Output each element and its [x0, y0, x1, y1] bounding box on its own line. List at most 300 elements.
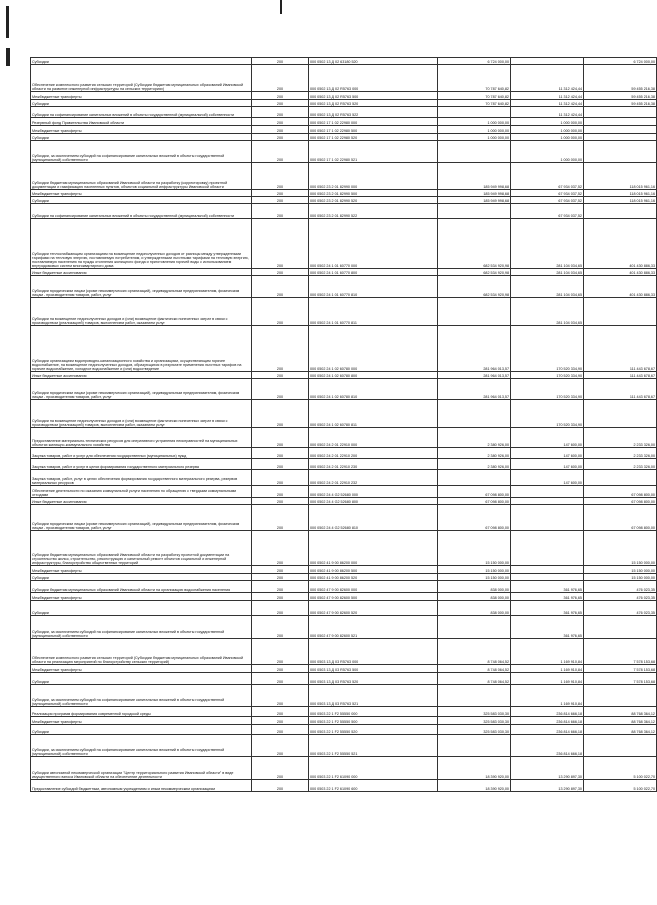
row-name: Закупка товаров, работ, услуг в целях обеспечения формирования государственного материального резерва, резервов материальных ресурсов [31, 470, 252, 486]
table-row [31, 190, 657, 197]
row-budget-code: 000 0503 13 Д 03 R5763 520 [309, 673, 438, 685]
row-name: Межбюджетные трансферты [31, 593, 252, 601]
row-budget-code: 000 0502 47 9 00 82600 521 [309, 616, 438, 639]
row-name: Межбюджетные трансферты [31, 92, 252, 100]
row-line-code: 200 [252, 735, 309, 757]
row-line-code: 200 [252, 486, 309, 498]
row-budget-code: 000 0502 23 2 01 82990 522 [309, 204, 438, 219]
row-budget-code: 000 0503 13 Д 03 R5763 000 [309, 639, 438, 665]
table-row [31, 717, 657, 725]
table-row [31, 65, 657, 92]
row-name: Субсидии на возмещение недополученных доходов и (или) возмещение фактически понесенных затрат в связи с производством (реализацией) товаров, выполнением работ, оказанием услуг [31, 400, 252, 428]
table-row [31, 498, 657, 505]
row-approved-amount [438, 141, 511, 163]
row-unexecuted-amount [584, 616, 657, 639]
row-name: Межбюджетные трансферты [31, 126, 252, 134]
row-budget-code: 000 0502 41 9 00 86200 520 [309, 574, 438, 581]
table-row [31, 126, 657, 134]
row-line-code: 200 [252, 326, 309, 372]
row-unexecuted-amount [584, 118, 657, 126]
row-approved-amount: 838 000,00 [438, 593, 511, 601]
table-row [31, 326, 657, 372]
row-line-code: 200 [252, 498, 309, 505]
row-name: Субсидии [31, 58, 252, 65]
table-row [31, 673, 657, 685]
row-unexecuted-amount [584, 470, 657, 486]
budget-table [30, 57, 657, 792]
row-executed-amount [511, 505, 584, 531]
row-executed-amount: 170 520 334,90 [511, 372, 584, 379]
row-line-code: 200 [252, 581, 309, 593]
row-name: Межбюджетные трансферты [31, 566, 252, 574]
row-executed-amount [511, 486, 584, 498]
row-unexecuted-amount: 118 015 961,16 [584, 163, 657, 190]
row-name: Субсидии теплоснабжающим организациям на возмещение недополученных доходов от разницы между утвержденными тарифами на тепловую энергию, поставляемую потребителям, и утвержденными льготными тарифами на тепловую энергию, поставляемую населению на нужды отопления жилищного фонда и приготовления горячей воды с использованием внутридомовых систем многоквартирного дома [31, 219, 252, 269]
row-name: Субсидии [31, 100, 252, 107]
row-unexecuted-amount: 476 023,35 [584, 601, 657, 616]
row-name: Предоставление субсидий бюджетным, автономным учреждениям и иным некоммерческим организациям [31, 780, 252, 792]
margin-stamp-mark-bottom [6, 48, 10, 66]
row-line-code: 200 [252, 601, 309, 616]
row-budget-code: 000 0502 17 1 02 22980 521 [309, 141, 438, 163]
row-name: Межбюджетные трансферты [31, 717, 252, 725]
row-budget-code: 000 0502 24 1 01 60770 800 [309, 269, 438, 276]
row-line-code: 200 [252, 616, 309, 639]
row-approved-amount: 1 000 000,00 [438, 134, 511, 141]
row-budget-code: 000 0502 24 4 G2 52680 800 [309, 498, 438, 505]
row-name: Субсидии [31, 673, 252, 685]
row-budget-code: 000 0502 17 1 02 22980 500 [309, 126, 438, 134]
row-unexecuted-amount: 476 023,35 [584, 593, 657, 601]
row-approved-amount: 325 583 030,30 [438, 725, 511, 735]
row-unexecuted-amount: 401 430 886,33 [584, 219, 657, 269]
row-approved-amount: 6 724 000,00 [438, 58, 511, 65]
row-line-code: 200 [252, 531, 309, 566]
row-approved-amount: 682 534 920,98 [438, 269, 511, 276]
row-budget-code: 000 0502 23 2 01 82990 000 [309, 163, 438, 190]
row-executed-amount: 1 169 910,84 [511, 685, 584, 707]
row-budget-code: 000 0503 13 Д 03 R5763 500 [309, 665, 438, 673]
row-unexecuted-amount [584, 685, 657, 707]
table-row [31, 685, 657, 707]
row-approved-amount: 281 964 013,57 [438, 326, 511, 372]
row-executed-amount: 170 520 334,90 [511, 400, 584, 428]
row-executed-amount: 11 312 424,44 [511, 100, 584, 107]
table-row [31, 725, 657, 735]
row-executed-amount: 147 600,00 [511, 448, 584, 459]
row-executed-amount: 1 000 000,00 [511, 126, 584, 134]
row-name: Обеспечение комплексного развития сельских территорий (Субсидии бюджетам муниципальных образований Ивановской области на реализацию мероприятий по благоустройству сельских территорий) [31, 639, 252, 665]
row-executed-amount: 361 976,65 [511, 593, 584, 601]
row-name: Субсидии [31, 134, 252, 141]
row-unexecuted-amount: 401 430 886,33 [584, 276, 657, 298]
table-row [31, 197, 657, 204]
row-executed-amount [511, 58, 584, 65]
row-approved-amount: 67 098 800,00 [438, 505, 511, 531]
row-executed-amount: 13 290 897,30 [511, 780, 584, 792]
row-line-code: 200 [252, 58, 309, 65]
row-line-code: 200 [252, 566, 309, 574]
row-executed-amount: 281 104 034,65 [511, 219, 584, 269]
row-unexecuted-amount: 2 233 326,00 [584, 459, 657, 470]
table-row [31, 780, 657, 792]
row-unexecuted-amount: 401 430 886,33 [584, 269, 657, 276]
row-budget-code: 000 0502 13 Д 02 R5763 500 [309, 92, 438, 100]
table-row [31, 486, 657, 498]
row-budget-code: 000 0502 24 2 01 22910 230 [309, 459, 438, 470]
row-executed-amount: 67 934 037,52 [511, 204, 584, 219]
row-line-code: 200 [252, 163, 309, 190]
row-line-code: 200 [252, 505, 309, 531]
row-unexecuted-amount: 7 578 153,68 [584, 639, 657, 665]
row-line-code: 200 [252, 725, 309, 735]
row-budget-code: 000 0502 24 1 01 60770 811 [309, 298, 438, 326]
row-budget-code: 000 0502 41 9 00 86200 500 [309, 566, 438, 574]
row-unexecuted-amount: 118 015 961,16 [584, 190, 657, 197]
table-row [31, 379, 657, 400]
row-unexecuted-amount: 2 233 326,00 [584, 428, 657, 448]
row-unexecuted-amount: 7 578 153,68 [584, 665, 657, 673]
table-row [31, 276, 657, 298]
row-line-code: 200 [252, 717, 309, 725]
row-budget-code: 000 0503 22 1 F2 55550 520 [309, 725, 438, 735]
row-line-code: 200 [252, 448, 309, 459]
budget-table-body [31, 58, 657, 792]
row-name: Субсидии, за исключением субсидий на софинансирование капитальных вложений в объекты государственной (муниципальной) собственности [31, 685, 252, 707]
row-executed-amount: 1 169 910,84 [511, 639, 584, 665]
row-unexecuted-amount [584, 400, 657, 428]
row-approved-amount [438, 107, 511, 118]
row-executed-amount: 11 312 424,44 [511, 107, 584, 118]
row-executed-amount: 281 104 034,65 [511, 298, 584, 326]
table-row [31, 372, 657, 379]
row-budget-code: 000 0502 17 1 02 22980 000 [309, 118, 438, 126]
table-row [31, 639, 657, 665]
row-executed-amount: 361 976,65 [511, 601, 584, 616]
row-approved-amount [438, 204, 511, 219]
row-approved-amount: 2 380 926,00 [438, 428, 511, 448]
row-name: Субсидии [31, 574, 252, 581]
row-line-code: 200 [252, 459, 309, 470]
row-unexecuted-amount [584, 126, 657, 134]
row-unexecuted-amount: 88 768 364,12 [584, 707, 657, 717]
row-approved-amount: 325 583 030,30 [438, 717, 511, 725]
row-budget-code: 000 0502 24 1 02 60780 800 [309, 372, 438, 379]
row-approved-amount: 682 534 920,98 [438, 219, 511, 269]
row-budget-code: 000 0502 24 1 01 60770 000 [309, 219, 438, 269]
row-executed-amount: 1 169 910,84 [511, 673, 584, 685]
row-approved-amount: 70 787 640,82 [438, 92, 511, 100]
row-approved-amount: 67 098 800,00 [438, 486, 511, 498]
row-executed-amount: 1 169 910,84 [511, 665, 584, 673]
table-row [31, 100, 657, 107]
row-approved-amount: 8 748 064,52 [438, 665, 511, 673]
row-name: Субсидии на софинансирование капитальных вложений в объекты государственной (муниципальной) собственности [31, 204, 252, 219]
row-executed-amount: 236 814 666,18 [511, 735, 584, 757]
row-budget-code: 000 0502 23 2 01 82990 500 [309, 190, 438, 197]
row-unexecuted-amount: 111 443 678,67 [584, 379, 657, 400]
row-budget-code: 000 0502 23 2 01 82990 520 [309, 197, 438, 204]
row-line-code: 200 [252, 757, 309, 780]
row-line-code: 200 [252, 372, 309, 379]
table-row [31, 566, 657, 574]
row-line-code: 200 [252, 65, 309, 92]
row-executed-amount: 67 934 037,52 [511, 190, 584, 197]
row-name: Субсидии [31, 601, 252, 616]
row-unexecuted-amount: 15 150 000,00 [584, 566, 657, 574]
row-executed-amount: 361 976,65 [511, 581, 584, 593]
row-unexecuted-amount [584, 298, 657, 326]
row-executed-amount: 236 814 666,18 [511, 707, 584, 717]
table-row [31, 665, 657, 673]
row-unexecuted-amount: 88 768 364,12 [584, 725, 657, 735]
table-row [31, 107, 657, 118]
row-budget-code: 000 0502 24 1 02 60780 000 [309, 326, 438, 372]
row-approved-amount: 185 949 998,68 [438, 163, 511, 190]
table-row [31, 204, 657, 219]
row-line-code: 200 [252, 134, 309, 141]
row-executed-amount: 147 600,00 [511, 470, 584, 486]
row-unexecuted-amount: 88 768 364,12 [584, 717, 657, 725]
row-budget-code: 000 0502 47 9 00 82600 500 [309, 593, 438, 601]
row-line-code: 200 [252, 269, 309, 276]
row-unexecuted-amount: 7 578 153,68 [584, 673, 657, 685]
row-approved-amount: 2 380 926,00 [438, 448, 511, 459]
row-unexecuted-amount: 5 100 022,70 [584, 780, 657, 792]
row-name: Субсидии бюджетам муниципальных образований Ивановской области на организацию водоснабжения населения [31, 581, 252, 593]
row-unexecuted-amount: 67 098 800,00 [584, 505, 657, 531]
row-unexecuted-amount: 15 150 000,00 [584, 574, 657, 581]
row-unexecuted-amount: 6 724 000,00 [584, 58, 657, 65]
table-row [31, 616, 657, 639]
row-budget-code: 000 0503 13 Д 03 R5763 521 [309, 685, 438, 707]
row-line-code: 200 [252, 190, 309, 197]
row-approved-amount: 70 787 640,82 [438, 65, 511, 92]
row-budget-code: 000 0502 24 4 G2 52680 810 [309, 505, 438, 531]
table-row [31, 219, 657, 269]
row-budget-code: 000 0502 13 Д 02 R5763 520 [309, 100, 438, 107]
row-budget-code: 000 0503 22 1 F2 55550 000 [309, 707, 438, 717]
row-approved-amount: 18 390 920,00 [438, 757, 511, 780]
row-unexecuted-amount: 67 098 800,00 [584, 486, 657, 498]
row-executed-amount: 67 934 037,52 [511, 197, 584, 204]
table-row [31, 58, 657, 65]
row-approved-amount [438, 298, 511, 326]
budget-document [30, 57, 655, 792]
row-executed-amount: 170 520 334,90 [511, 379, 584, 400]
row-approved-amount: 8 748 064,52 [438, 639, 511, 665]
row-approved-amount: 838 000,00 [438, 581, 511, 593]
row-budget-code: 000 0502 24 2 01 22910 000 [309, 428, 438, 448]
table-row [31, 298, 657, 326]
row-executed-amount [511, 566, 584, 574]
row-line-code: 200 [252, 118, 309, 126]
row-budget-code: 000 0503 22 1 F2 55550 500 [309, 717, 438, 725]
row-approved-amount: 325 583 030,30 [438, 707, 511, 717]
row-executed-amount: 236 814 666,18 [511, 717, 584, 725]
row-executed-amount [511, 574, 584, 581]
row-approved-amount: 185 949 998,68 [438, 197, 511, 204]
row-approved-amount [438, 735, 511, 757]
row-line-code: 200 [252, 100, 309, 107]
row-name: Иные бюджетные ассигнования [31, 498, 252, 505]
row-executed-amount: 361 976,65 [511, 616, 584, 639]
row-unexecuted-amount [584, 134, 657, 141]
row-line-code: 200 [252, 780, 309, 792]
row-unexecuted-amount: 111 443 678,67 [584, 372, 657, 379]
row-executed-amount: 281 104 034,65 [511, 276, 584, 298]
row-approved-amount [438, 685, 511, 707]
row-unexecuted-amount: 118 015 961,16 [584, 197, 657, 204]
row-executed-amount: 67 934 037,52 [511, 163, 584, 190]
table-row [31, 163, 657, 190]
row-line-code: 200 [252, 639, 309, 665]
row-unexecuted-amount: 5 100 022,70 [584, 757, 657, 780]
row-name: Субсидии, за исключением субсидий на софинансирование капитальных вложений в объекты государственной (муниципальной) собственности [31, 141, 252, 163]
row-name: Субсидии автономной некоммерческой организации "Центр территориального развития Ивановской области" в виде имущественного взноса Ивановской области на обеспечение деятельности [31, 757, 252, 780]
row-line-code: 200 [252, 298, 309, 326]
row-name: Субсидии [31, 725, 252, 735]
row-name: Обеспечение деятельности по оказанию коммунальной услуги населению по обращению с твердыми коммунальными отходами [31, 486, 252, 498]
row-line-code: 200 [252, 107, 309, 118]
page-top-tick [280, 0, 282, 14]
row-unexecuted-amount: 2 233 326,00 [584, 448, 657, 459]
row-line-code: 200 [252, 197, 309, 204]
table-row [31, 269, 657, 276]
row-approved-amount: 67 098 800,00 [438, 498, 511, 505]
row-budget-code: 000 0502 24 1 01 60770 810 [309, 276, 438, 298]
table-row [31, 459, 657, 470]
row-line-code: 200 [252, 276, 309, 298]
row-name: Закупка товаров, работ и услуг в целях формирования государственного материального резерва [31, 459, 252, 470]
row-approved-amount: 70 787 640,82 [438, 100, 511, 107]
row-unexecuted-amount: 15 150 000,00 [584, 531, 657, 566]
row-budget-code: 000 0502 41 9 00 86200 000 [309, 531, 438, 566]
row-line-code: 200 [252, 141, 309, 163]
table-row [31, 735, 657, 757]
row-executed-amount: 13 290 897,30 [511, 757, 584, 780]
row-budget-code: 000 0502 24 2 01 22910 232 [309, 470, 438, 486]
row-approved-amount: 1 000 000,00 [438, 126, 511, 134]
table-row [31, 531, 657, 566]
row-line-code: 200 [252, 400, 309, 428]
row-approved-amount: 18 390 920,00 [438, 780, 511, 792]
row-name: Субсидии, за исключением субсидий на софинансирование капитальных вложений в объекты государственной (муниципальной) собственности [31, 616, 252, 639]
table-row [31, 92, 657, 100]
table-row [31, 141, 657, 163]
row-name: Предоставление материально-технических ресурсов для оперативного устранения неисправностей на муниципальных объектах жилищно-коммунального хозяйства [31, 428, 252, 448]
row-name: Иные бюджетные ассигнования [31, 372, 252, 379]
row-budget-code: 000 0503 22 1 F2 61090 600 [309, 780, 438, 792]
row-executed-amount: 281 104 034,65 [511, 269, 584, 276]
row-line-code: 200 [252, 126, 309, 134]
row-line-code: 200 [252, 379, 309, 400]
row-budget-code: 000 0502 47 9 00 82600 000 [309, 581, 438, 593]
table-row [31, 574, 657, 581]
row-approved-amount: 15 150 000,00 [438, 566, 511, 574]
row-executed-amount: 1 000 000,00 [511, 141, 584, 163]
row-approved-amount [438, 470, 511, 486]
table-row [31, 448, 657, 459]
row-executed-amount: 147 600,00 [511, 428, 584, 448]
row-name: Закупка товаров, работ и услуг для обеспечения государственных (муниципальных) нужд [31, 448, 252, 459]
margin-stamp-mark-top [6, 6, 9, 38]
row-approved-amount: 2 380 926,00 [438, 459, 511, 470]
row-unexecuted-amount: 59 455 216,38 [584, 65, 657, 92]
row-name: Межбюджетные трансферты [31, 665, 252, 673]
row-executed-amount [511, 531, 584, 566]
row-line-code: 200 [252, 665, 309, 673]
table-row [31, 505, 657, 531]
row-approved-amount: 281 964 013,57 [438, 372, 511, 379]
row-unexecuted-amount [584, 204, 657, 219]
row-unexecuted-amount [584, 141, 657, 163]
row-name: Субсидии, за исключением субсидий на софинансирование капитальных вложений в объекты государственной (муниципальной) собственности [31, 735, 252, 757]
row-executed-amount [511, 498, 584, 505]
row-name: Иные бюджетные ассигнования [31, 269, 252, 276]
row-executed-amount: 147 600,00 [511, 459, 584, 470]
table-row [31, 400, 657, 428]
row-line-code: 200 [252, 685, 309, 707]
row-unexecuted-amount: 67 098 800,00 [584, 498, 657, 505]
row-budget-code: 000 0502 13 Д 02 63180 520 [309, 58, 438, 65]
row-budget-code: 000 0502 24 2 01 22910 200 [309, 448, 438, 459]
row-budget-code: 000 0503 22 1 F2 55550 521 [309, 735, 438, 757]
row-budget-code: 000 0502 24 1 02 60780 810 [309, 379, 438, 400]
row-executed-amount: 11 312 424,44 [511, 65, 584, 92]
row-executed-amount: 1 000 000,00 [511, 118, 584, 126]
row-approved-amount: 281 964 013,57 [438, 379, 511, 400]
row-line-code: 200 [252, 92, 309, 100]
row-name: Субсидии юридическим лицам (кроме некоммерческих организаций), индивидуальным предпринимателям, физическим лицам - производителям товаров, работ, услуг [31, 276, 252, 298]
row-name: Субсидии на софинансирование капитальных вложений в объекты государственной (муниципальной) собственности [31, 107, 252, 118]
row-name: Субсидии на возмещение недополученных доходов и (или) возмещение фактически понесенных затрат в связи с производством (реализацией) товаров, выполнением работ, оказанием услуг [31, 298, 252, 326]
table-row [31, 428, 657, 448]
row-budget-code: 000 0502 13 Д 02 R5763 000 [309, 65, 438, 92]
row-name: Субсидии организациям водопроводно-канализационного хозяйства и организациям, осуществляющим горячее водоснабжение, на возмещение недополученных доходов, образующихся в результате применения льготных тарифов на горячее водоснабжение, холодное водоснабжение и (или) водоотведение [31, 326, 252, 372]
table-row [31, 757, 657, 780]
row-approved-amount: 682 534 920,98 [438, 276, 511, 298]
table-row [31, 470, 657, 486]
row-approved-amount: 15 150 000,00 [438, 531, 511, 566]
row-executed-amount: 11 312 424,44 [511, 92, 584, 100]
table-row [31, 134, 657, 141]
row-approved-amount: 185 949 998,68 [438, 190, 511, 197]
row-name: Субсидии юридическим лицам (кроме некоммерческих организаций), индивидуальным предпринимателям, физическим лицам - производителям товаров, работ, услуг [31, 379, 252, 400]
row-unexecuted-amount: 59 455 216,38 [584, 92, 657, 100]
row-line-code: 200 [252, 707, 309, 717]
row-name: Реализация программ формирования современной городской среды [31, 707, 252, 717]
row-unexecuted-amount [584, 107, 657, 118]
row-line-code: 200 [252, 593, 309, 601]
row-budget-code: 000 0502 24 1 02 60780 811 [309, 400, 438, 428]
row-line-code: 200 [252, 470, 309, 486]
row-name: Обеспечение комплексного развития сельских территорий (Субсидии бюджетам муниципальных образований Ивановской области на развитие инженерной инфраструктуры на сельских территориях) [31, 65, 252, 92]
row-name: Межбюджетные трансферты [31, 190, 252, 197]
row-name: Резервный фонд Правительства Ивановской области [31, 118, 252, 126]
table-row [31, 581, 657, 593]
row-name: Субсидии юридическим лицам (кроме некоммерческих организаций), индивидуальным предпринимателям, физическим лицам - производителям товаров, работ, услуг [31, 505, 252, 531]
row-line-code: 200 [252, 219, 309, 269]
row-budget-code: 000 0503 22 1 F2 61090 000 [309, 757, 438, 780]
row-budget-code: 000 0502 13 Д 02 R5763 522 [309, 107, 438, 118]
row-approved-amount [438, 400, 511, 428]
row-approved-amount: 1 000 000,00 [438, 118, 511, 126]
row-line-code: 200 [252, 673, 309, 685]
table-row [31, 593, 657, 601]
row-approved-amount [438, 616, 511, 639]
row-unexecuted-amount: 476 023,35 [584, 581, 657, 593]
